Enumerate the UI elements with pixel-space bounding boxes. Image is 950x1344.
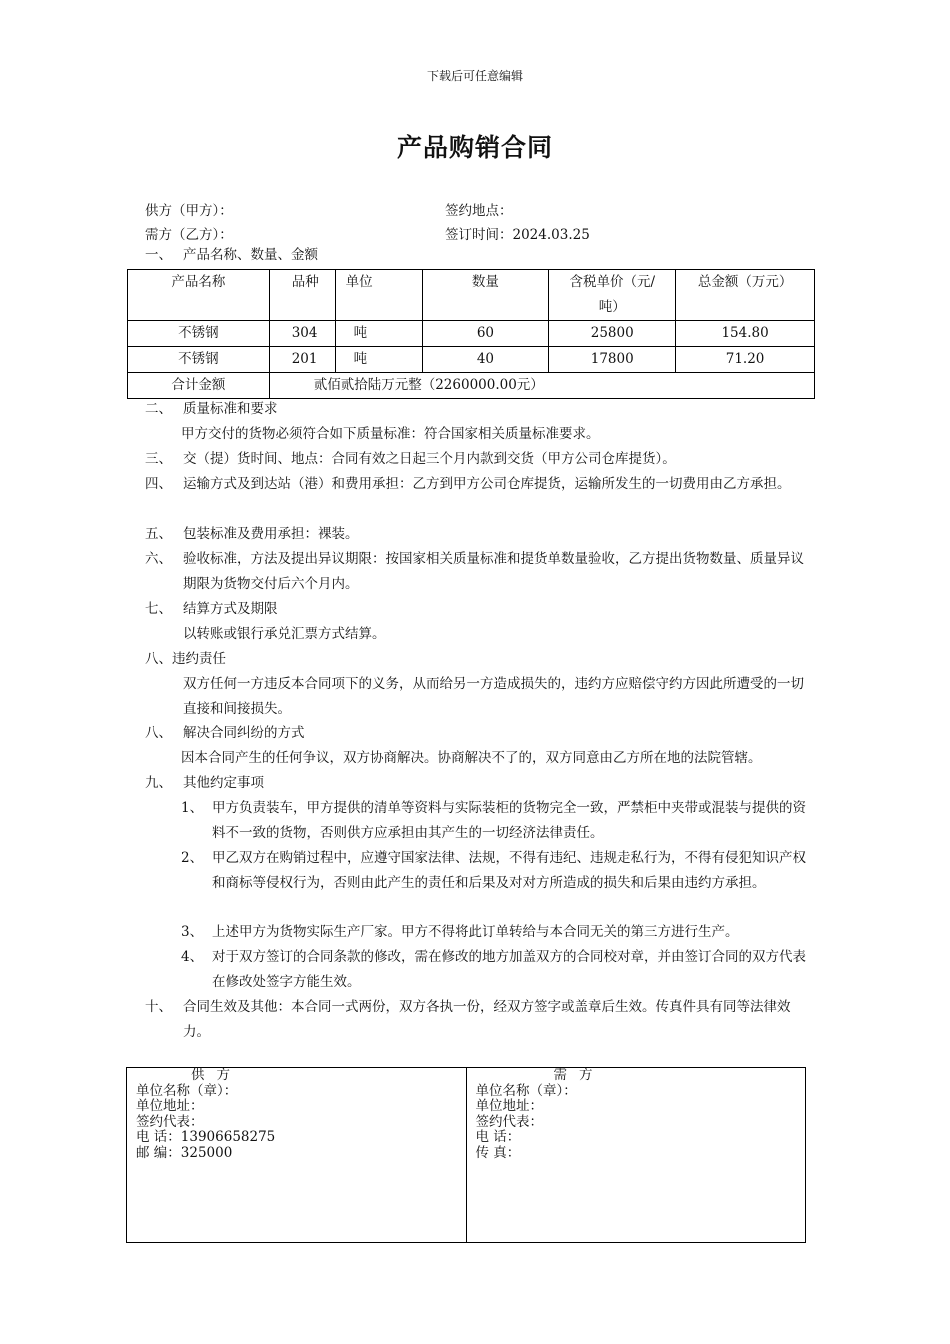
- section-number: 四、: [145, 476, 172, 492]
- section-number: 六、: [145, 551, 172, 567]
- buyer-signature: [466, 1068, 806, 1242]
- list-item: 上述甲方为货物实际生产厂家。甲方不得将此订单转给与本合同无关的第三方进行生产。: [212, 924, 739, 940]
- signature-line: 签约代表：: [475, 1113, 543, 1130]
- section-number: 一、: [145, 247, 172, 263]
- sign-date: 签订时间：2024.03.25: [445, 227, 590, 243]
- section-4: [145, 472, 183, 497]
- signature-line: 邮 编：325000: [136, 1144, 233, 1161]
- column-header: 产品名称: [128, 270, 270, 321]
- section-number: 九、: [145, 775, 172, 791]
- table-cell: 201: [269, 347, 335, 373]
- table-cell: 40: [422, 347, 549, 373]
- section-10: [145, 995, 183, 1020]
- table-total-row: [128, 373, 815, 399]
- section-heading: 其他约定事项: [183, 775, 264, 791]
- section-heading: 产品名称、数量、金额: [183, 247, 318, 263]
- table-cell: 304: [269, 321, 335, 347]
- total-label: 合计金额: [128, 373, 270, 399]
- list-item-number: 2、: [181, 850, 204, 866]
- column-header: 数量: [422, 270, 549, 321]
- list-item-number: 4、: [181, 949, 204, 965]
- header-note: 下载后可任意编辑: [426, 69, 523, 83]
- list-item-number: 1、: [181, 800, 204, 816]
- section-number: 三、: [145, 451, 172, 467]
- signature-line: 单位地址：: [475, 1098, 543, 1114]
- table-row: [128, 321, 815, 347]
- list-item: 甲方负责装车，甲方提供的清单等资料与实际装柜的货物完全一致，严禁柜中夹带或混装与提供的资料不一致的货物，否则供方应承担由其产生的一切经济法律责任。: [212, 800, 806, 841]
- section-number: 五、: [145, 526, 172, 542]
- table-header-row: [128, 270, 815, 321]
- section-7-body: 以转账或银行承兑汇票方式结算。: [183, 626, 386, 642]
- section-7: [145, 597, 278, 622]
- table-cell: 吨: [335, 347, 422, 373]
- table-row: [128, 347, 815, 373]
- signature-line: 传 真：: [475, 1144, 521, 1161]
- list-item-number: 3、: [181, 924, 204, 940]
- total-value: 贰佰贰拾陆万元整（2260000.00元）: [269, 373, 814, 399]
- supplier-signature: [127, 1068, 466, 1242]
- supplier-heading: 供方: [191, 1067, 242, 1083]
- product-table: [127, 269, 815, 399]
- buyer-heading: 需方: [553, 1067, 605, 1083]
- signature-line: 电 话：13906658275: [136, 1129, 276, 1145]
- section-9: [145, 771, 264, 796]
- section-heading: 结算方式及期限: [183, 601, 278, 617]
- section-number: 八、: [145, 725, 172, 741]
- section-8-body: 双方任何一方违反本合同项下的义务，从而给另一方造成损失的，违约方应赔偿守约方因此所遭受的一切直接和间接损失。: [183, 676, 804, 717]
- section-text: 验收标准，方法及提出异议期限：按国家相关质量标准和提货单数量验收，乙方提出货物数量、质量异议期限为货物交付后六个月内。: [183, 551, 804, 592]
- signature-line: 单位名称（章）：: [136, 1082, 238, 1099]
- column-header: 含税单价（元/吨）: [549, 270, 676, 321]
- signature-line: 电 话：: [475, 1129, 521, 1145]
- page-title: 产品购销合同: [396, 133, 553, 162]
- table-cell: 17800: [549, 347, 676, 373]
- section-text: 包装标准及费用承担：裸装。: [183, 526, 359, 542]
- table-cell: 不锈钢: [128, 321, 270, 347]
- section-2-body: 甲方交付的货物必须符合如下质量标准：符合国家相关质量标准要求。: [181, 426, 600, 442]
- section-text: 交（提）货时间、地点：合同有效之日起三个月内款到交货（甲方公司仓库提货）。: [183, 451, 676, 467]
- section-number: 二、: [145, 401, 172, 417]
- signature-line: 单位地址：: [136, 1098, 204, 1114]
- section-8-title: 八、违约责任: [145, 651, 226, 667]
- signature-block: [126, 1067, 806, 1243]
- list-item: 对于双方签订的合同条款的修改，需在修改的地方加盖双方的合同校对章，并由签订合同的双方代表在修改处签字方能生效。: [212, 949, 806, 990]
- section-5: [145, 522, 359, 547]
- section-8b: [145, 721, 305, 746]
- column-header: 单位: [335, 270, 422, 321]
- section-number: 七、: [145, 601, 172, 617]
- section-text: 运输方式及到达站（港）和费用承担：乙方到甲方公司仓库提货，运输所发生的一切费用由乙方承担。: [183, 476, 791, 492]
- table-cell: 不锈钢: [128, 347, 270, 373]
- table-cell: 71.20: [676, 347, 815, 373]
- table-cell: 60: [422, 321, 549, 347]
- section-text: 合同生效及其他：本合同一式两份，双方各执一份，经双方签字或盖章后生效。传真件具有同等法律效力。: [183, 999, 791, 1040]
- buyer-party: 需方（乙方）：: [145, 227, 233, 243]
- section-6: [145, 547, 183, 572]
- table-cell: 吨: [335, 321, 422, 347]
- section-heading: 质量标准和要求: [183, 401, 278, 417]
- section-8b-body: 因本合同产生的任何争议，双方协商解决。协商解决不了的，双方同意由乙方所在地的法院管辖。: [181, 750, 762, 766]
- section-number: 十、: [145, 999, 172, 1015]
- supplier-party: 供方（甲方）：: [145, 203, 233, 219]
- sign-place: 签约地点：: [445, 203, 513, 219]
- signature-line: 单位名称（章）：: [475, 1082, 577, 1099]
- section-2: [145, 397, 278, 422]
- section-heading: 解决合同纠纷的方式: [183, 725, 305, 741]
- table-cell: 25800: [549, 321, 676, 347]
- table-cell: 154.80: [676, 321, 815, 347]
- section-3: [145, 447, 676, 472]
- list-item: 甲乙双方在购销过程中，应遵守国家法律、法规，不得有违纪、违规走私行为，不得有侵犯知识产权和商标等侵权行为，否则由此产生的责任和后果及对对方所造成的损失和后果由违约方承担。: [212, 850, 806, 891]
- section-1: [145, 243, 318, 268]
- column-header: 品种: [269, 270, 335, 321]
- signature-line: 签约代表：: [136, 1113, 204, 1130]
- column-header: 总金额（万元）: [676, 270, 815, 321]
